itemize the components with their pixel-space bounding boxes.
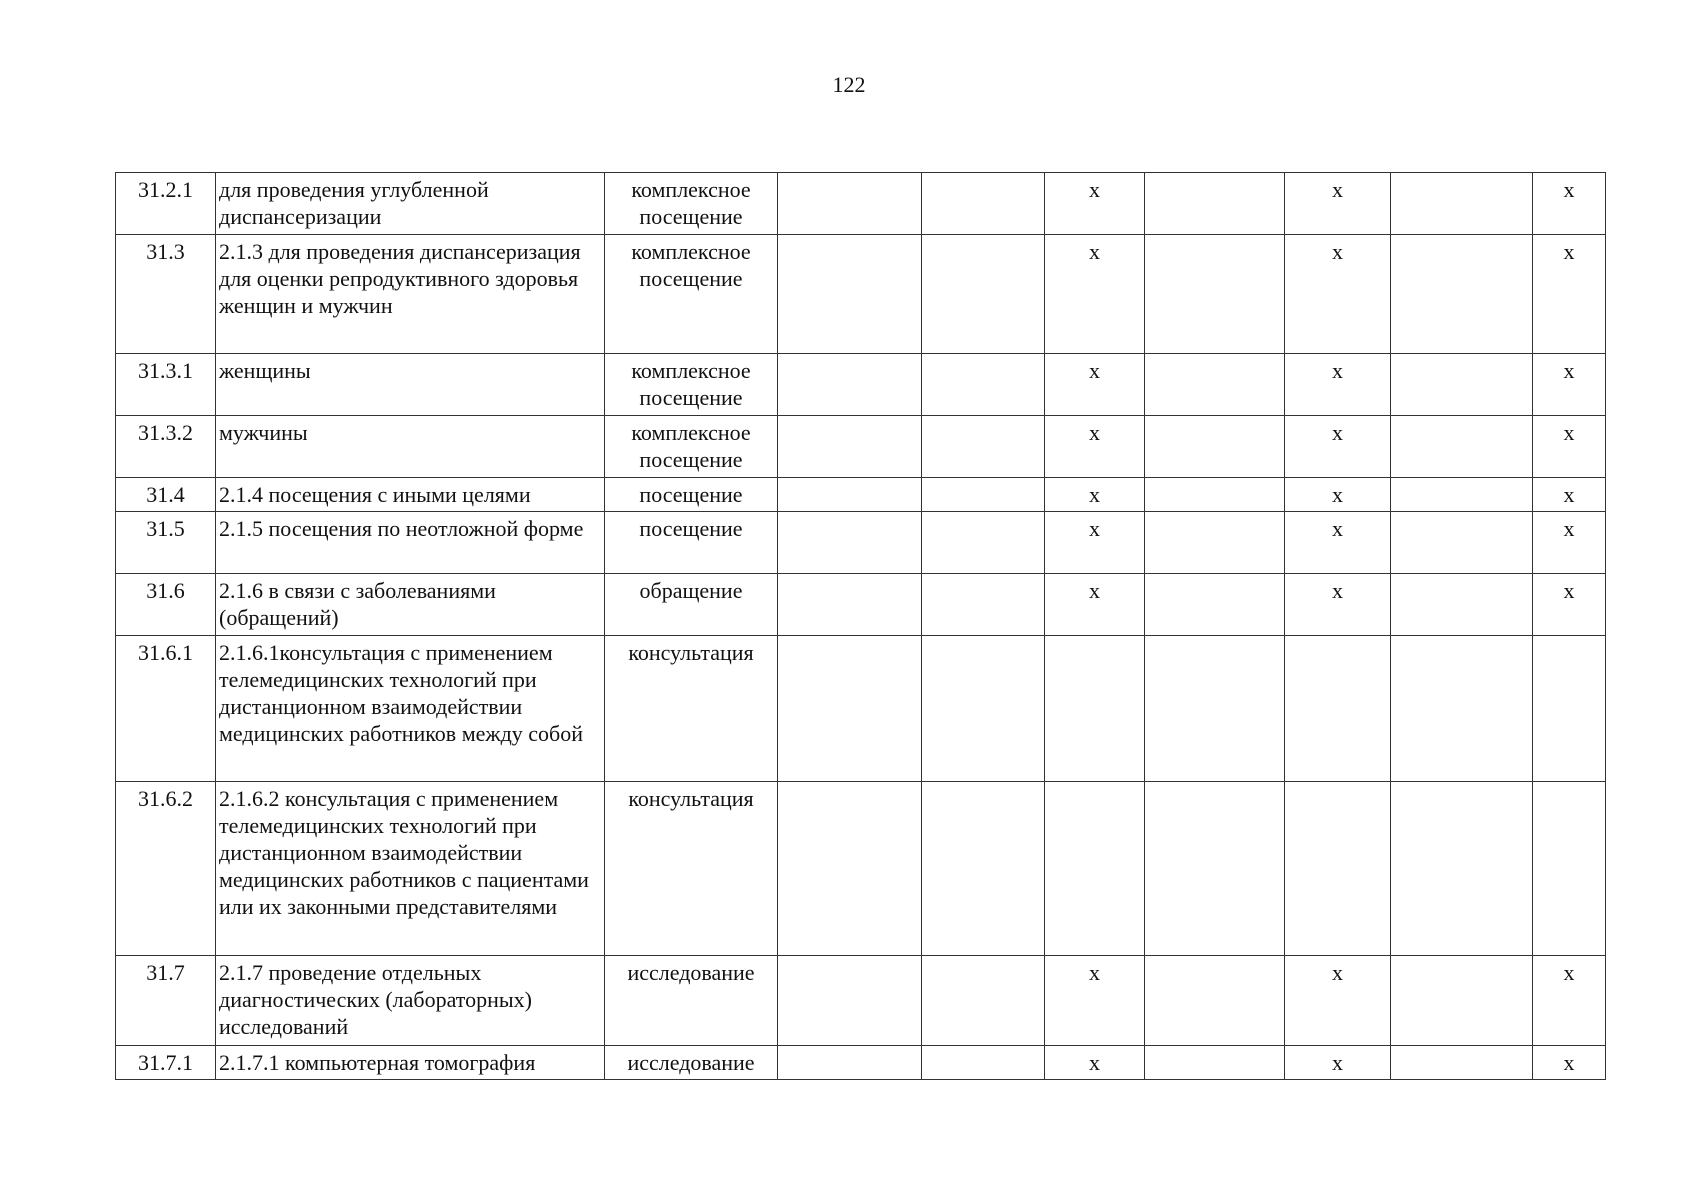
empty-cell <box>778 636 922 782</box>
table-row <box>116 1046 1606 1080</box>
empty-cell <box>922 478 1045 512</box>
empty-cell <box>922 173 1045 235</box>
row-name-cell: 2.1.7.1 компьютерная томография <box>216 1046 605 1080</box>
table-row <box>116 782 1606 956</box>
empty-cell <box>922 235 1045 354</box>
row-name-cell: для проведения углубленной диспансеризации <box>216 173 605 235</box>
row-unit-cell: комплексное посещение <box>605 416 778 478</box>
empty-cell <box>922 782 1045 956</box>
empty-cell <box>1145 956 1285 1046</box>
empty-cell <box>778 173 922 235</box>
empty-cell <box>1145 354 1285 416</box>
empty-cell <box>1391 235 1533 354</box>
x-mark-cell: х <box>1533 354 1606 416</box>
row-unit-cell: исследование <box>605 956 778 1046</box>
table-row <box>116 636 1606 782</box>
row-name-cell: 2.1.6.1консультация с применением телемедицинских технологий при дистанционном взаимодействии медицинских работников между собой <box>216 636 605 782</box>
empty-cell <box>1391 354 1533 416</box>
empty-cell <box>1391 478 1533 512</box>
x-mark-cell <box>1285 636 1391 782</box>
x-mark-cell: х <box>1045 173 1145 235</box>
empty-cell <box>778 354 922 416</box>
x-mark-cell <box>1045 782 1145 956</box>
x-mark-cell <box>1285 782 1391 956</box>
row-unit-cell: посещение <box>605 478 778 512</box>
empty-cell <box>1145 478 1285 512</box>
row-unit-cell: консультация <box>605 636 778 782</box>
row-unit-cell: консультация <box>605 782 778 956</box>
row-number-cell: 31.5 <box>116 512 216 574</box>
x-mark-cell <box>1045 636 1145 782</box>
empty-cell <box>778 956 922 1046</box>
row-number-cell: 31.3 <box>116 235 216 354</box>
x-mark-cell: х <box>1533 956 1606 1046</box>
empty-cell <box>1145 1046 1285 1080</box>
x-mark-cell: х <box>1045 354 1145 416</box>
row-name-cell: 2.1.3 для проведения диспансеризация для оценки репродуктивного здоровья женщин и мужчин <box>216 235 605 354</box>
table-row <box>116 235 1606 354</box>
empty-cell <box>778 574 922 636</box>
empty-cell <box>1391 636 1533 782</box>
x-mark-cell: х <box>1285 235 1391 354</box>
row-unit-cell: комплексное посещение <box>605 235 778 354</box>
empty-cell <box>778 1046 922 1080</box>
table-row <box>116 416 1606 478</box>
empty-cell <box>1145 782 1285 956</box>
row-name-cell: 2.1.6.2 консультация с применением телемедицинских технологий при дистанционном взаимодействии медицинских работников с пациентами или их законными представителями <box>216 782 605 956</box>
row-number-cell: 31.6.2 <box>116 782 216 956</box>
row-unit-cell: посещение <box>605 512 778 574</box>
empty-cell <box>1145 235 1285 354</box>
empty-cell <box>1391 956 1533 1046</box>
x-mark-cell: х <box>1533 416 1606 478</box>
row-name-cell: женщины <box>216 354 605 416</box>
table-row <box>116 956 1606 1046</box>
table-row <box>116 574 1606 636</box>
empty-cell <box>1145 512 1285 574</box>
x-mark-cell: х <box>1533 1046 1606 1080</box>
x-mark-cell: х <box>1045 956 1145 1046</box>
empty-cell <box>778 512 922 574</box>
page-number: 122 <box>832 72 866 97</box>
empty-cell <box>1391 512 1533 574</box>
empty-cell <box>922 354 1045 416</box>
x-mark-cell: х <box>1045 478 1145 512</box>
data-table <box>115 172 1606 1080</box>
x-mark-cell: х <box>1285 956 1391 1046</box>
row-name-cell: 2.1.6 в связи с заболеваниями (обращений) <box>216 574 605 636</box>
row-name-cell: мужчины <box>216 416 605 478</box>
x-mark-cell: х <box>1533 574 1606 636</box>
empty-cell <box>1391 1046 1533 1080</box>
row-unit-cell: обращение <box>605 574 778 636</box>
table-row <box>116 478 1606 512</box>
x-mark-cell: х <box>1045 235 1145 354</box>
table-row <box>116 173 1606 235</box>
row-number-cell: 31.3.1 <box>116 354 216 416</box>
table-row <box>116 512 1606 574</box>
empty-cell <box>1145 416 1285 478</box>
x-mark-cell: х <box>1533 512 1606 574</box>
x-mark-cell <box>1533 782 1606 956</box>
empty-cell <box>778 478 922 512</box>
x-mark-cell: х <box>1285 416 1391 478</box>
row-number-cell: 31.7 <box>116 956 216 1046</box>
empty-cell <box>1391 173 1533 235</box>
x-mark-cell: х <box>1533 173 1606 235</box>
empty-cell <box>922 512 1045 574</box>
row-unit-cell: исследование <box>605 1046 778 1080</box>
empty-cell <box>922 416 1045 478</box>
empty-cell <box>922 1046 1045 1080</box>
x-mark-cell: х <box>1285 512 1391 574</box>
empty-cell <box>1391 574 1533 636</box>
x-mark-cell: х <box>1285 574 1391 636</box>
table-row <box>116 354 1606 416</box>
empty-cell <box>778 416 922 478</box>
empty-cell <box>1145 636 1285 782</box>
x-mark-cell: х <box>1045 1046 1145 1080</box>
row-number-cell: 31.6 <box>116 574 216 636</box>
empty-cell <box>1145 173 1285 235</box>
empty-cell <box>922 956 1045 1046</box>
empty-cell <box>1145 574 1285 636</box>
x-mark-cell: х <box>1285 354 1391 416</box>
row-number-cell: 31.4 <box>116 478 216 512</box>
row-unit-cell: комплексное посещение <box>605 354 778 416</box>
empty-cell <box>922 574 1045 636</box>
x-mark-cell: х <box>1045 416 1145 478</box>
row-number-cell: 31.2.1 <box>116 173 216 235</box>
row-unit-cell: комплексное посещение <box>605 173 778 235</box>
empty-cell <box>778 782 922 956</box>
row-name-cell: 2.1.5 посещения по неотложной форме <box>216 512 605 574</box>
x-mark-cell: х <box>1533 235 1606 354</box>
x-mark-cell: х <box>1285 478 1391 512</box>
row-number-cell: 31.7.1 <box>116 1046 216 1080</box>
x-mark-cell: х <box>1045 574 1145 636</box>
empty-cell <box>922 636 1045 782</box>
empty-cell <box>1391 416 1533 478</box>
row-number-cell: 31.3.2 <box>116 416 216 478</box>
row-name-cell: 2.1.7 проведение отдельных диагностических (лабораторных) исследований <box>216 956 605 1046</box>
x-mark-cell: х <box>1045 512 1145 574</box>
x-mark-cell: х <box>1533 478 1606 512</box>
x-mark-cell: х <box>1285 173 1391 235</box>
x-mark-cell: х <box>1285 1046 1391 1080</box>
row-number-cell: 31.6.1 <box>116 636 216 782</box>
empty-cell <box>1391 782 1533 956</box>
x-mark-cell <box>1533 636 1606 782</box>
empty-cell <box>778 235 922 354</box>
row-name-cell: 2.1.4 посещения с иными целями <box>216 478 605 512</box>
